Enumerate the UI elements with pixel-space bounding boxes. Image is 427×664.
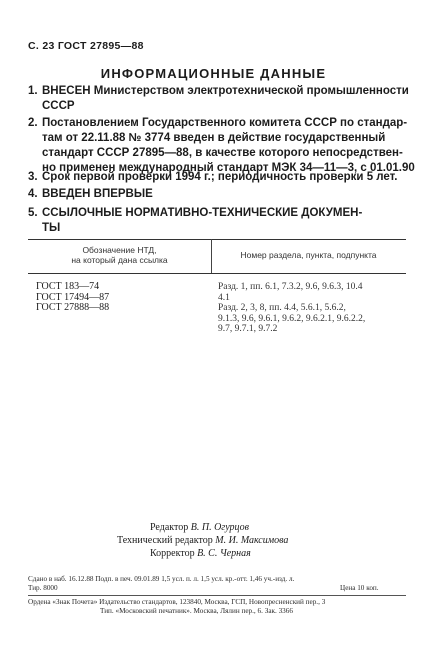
item-number: 2. xyxy=(28,117,38,129)
table-header-line: на который дана ссылка xyxy=(71,255,168,265)
table-cell: Разд. 2, 3, 8, пп. 4.4, 5.6.1, 5.6.2, xyxy=(218,303,346,313)
item-line: ТЫ xyxy=(42,222,61,234)
item-line: ВНЕСЕН Министерством электротехнической промышленности xyxy=(42,85,409,97)
item-line: ССЫЛОЧНЫЕ НОРМАТИВНО-ТЕХНИЧЕСКИЕ ДОКУМЕН- xyxy=(42,207,363,219)
table-header-rule xyxy=(28,273,406,274)
imprint-price: Цена 10 коп. xyxy=(340,584,379,592)
table-cell: ГОСТ 27888—88 xyxy=(36,302,110,313)
editor-line xyxy=(117,534,288,548)
item-line: Постановлением Государственного комитета СССР по стандар- xyxy=(42,117,408,129)
editor-name: В. П. Огурцов xyxy=(190,522,249,533)
imprint-rule xyxy=(28,595,406,596)
table-header-ntd xyxy=(28,245,211,265)
item-line: СССР xyxy=(42,100,75,112)
table-cell: 9.7, 9.7.1, 9.7.2 xyxy=(218,324,278,334)
table-cell: ГОСТ 183—74 xyxy=(36,281,100,292)
table-cell: ГОСТ 17494—87 xyxy=(36,291,110,303)
imprint-line: Ордена «Знак Почета» Издательство стандартов, 123840, Москва, ГСП, Новопресненский пер., 3 xyxy=(28,598,326,606)
table-column-refs xyxy=(218,282,365,335)
item-line: ВВЕДЕН ВПЕРВЫЕ xyxy=(42,188,153,200)
editor-name: В. С. Черная xyxy=(197,548,251,559)
table-cell: 4.1 xyxy=(218,292,230,303)
imprint-line: Сдано в наб. 16.12.88 Подп. в печ. 09.01.89 1,5 усл. п. л. 1,5 усл. кр.-отт. 1,46 уч.-изд. л. xyxy=(28,575,295,583)
item-line: стандарт СССР 27895—88, в качестве которого непосредствен- xyxy=(42,147,403,159)
editor-line xyxy=(150,521,249,535)
table-cell: 9.1.3, 9.6, 9.6.1, 9.6.2, 9.6.2.1, 9.6.2.2, xyxy=(218,313,366,324)
table-header-line: Обозначение НТД, xyxy=(82,245,157,255)
editor-name: М. И. Максимова xyxy=(215,535,289,546)
editor-role: Технический редактор xyxy=(117,535,213,546)
table-header-sections: Номер раздела, пункта, подпункта xyxy=(240,250,377,260)
editor-line xyxy=(150,547,251,561)
editor-role: Редактор xyxy=(150,522,189,533)
item-line: но применен международный стандарт МЭК 34—11—3, с 01.01.90 xyxy=(42,162,415,174)
item-number: 4. xyxy=(28,188,38,200)
item-number: 5. xyxy=(28,207,38,219)
item-number: 3. xyxy=(28,171,38,183)
page-header: С. 23 ГОСТ 27895—88 xyxy=(28,40,144,52)
table-cell: Разд. 1, пп. 6.1, 7.3.2, 9.6, 9.6.3, 10.4 xyxy=(218,282,363,292)
imprint-line: Тип. «Московский печатник». Москва, Лялин пер., 6. Зак. 3366 xyxy=(100,607,293,615)
page-title: ИНФОРМАЦИОННЫЕ ДАННЫЕ xyxy=(100,66,327,81)
editor-role: Корректор xyxy=(150,548,195,559)
item-number: 1. xyxy=(28,85,38,97)
item-line: там от 22.11.88 № 3774 введен в действие государственный xyxy=(42,132,386,144)
item-line: Срок первой проверки 1994 г.; периодичность проверки 5 лет. xyxy=(42,171,398,183)
table-column-gost xyxy=(36,282,109,314)
imprint-line: Тир. 8000 xyxy=(28,584,58,592)
table-top-rule xyxy=(28,239,406,240)
